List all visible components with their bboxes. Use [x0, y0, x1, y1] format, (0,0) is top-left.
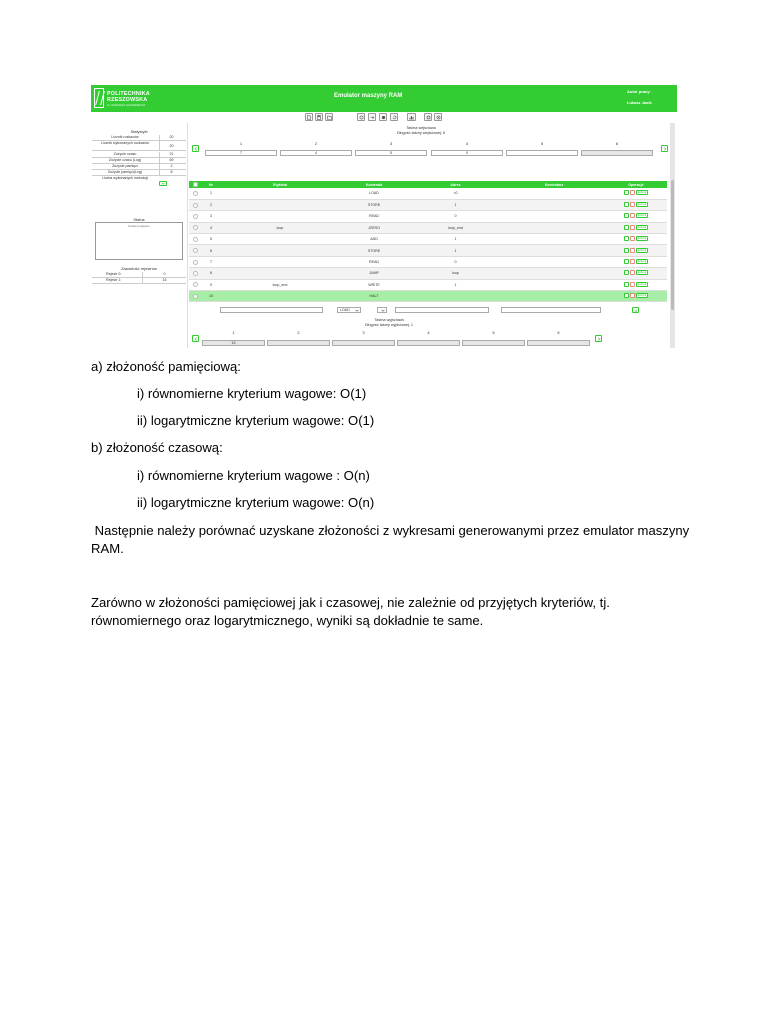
table-row[interactable]: [189, 211, 667, 222]
chevron-left-icon: [194, 147, 198, 151]
run-icon: [359, 115, 364, 120]
table-row[interactable]: [189, 234, 667, 245]
new-file-icon: [307, 115, 311, 120]
row-address: 1: [408, 199, 503, 210]
text-line: Następnie należy porównać uzyskane złożoności z wykresami generowanymi przez emulator maszyny: [91, 523, 690, 538]
stat-value: 21: [159, 152, 183, 157]
logo-text-3: im. IGNACEGO ŁUKASIEWICZA: [107, 104, 146, 107]
output-tape-cell: 15: [202, 340, 265, 346]
scrollbar-thumb[interactable]: [671, 180, 674, 310]
row-label: [220, 234, 340, 245]
row-comment: [503, 256, 605, 267]
table-row[interactable]: [189, 256, 667, 267]
chevron-down-icon: [161, 182, 165, 185]
registers-title: Zawartość rejestrów: [121, 266, 157, 271]
edit-row-button[interactable]: Edytuj: [637, 247, 647, 252]
row-number: 4: [202, 222, 220, 233]
row-operations: [605, 291, 667, 302]
stat-row: [92, 176, 186, 186]
table-row[interactable]: [189, 291, 667, 302]
input-tape-title: Taśma wejściowa: [406, 126, 436, 130]
instructions-toggle-button[interactable]: [159, 181, 167, 186]
row-operations: [605, 268, 667, 279]
stat-value: 2: [159, 164, 183, 169]
table-row[interactable]: [189, 279, 667, 290]
register-value: 15: [142, 278, 186, 284]
row-operations-group: [624, 259, 648, 264]
row-address: 1: [408, 234, 503, 245]
move-row-button[interactable]: [624, 190, 629, 195]
edit-row-button[interactable]: Edytuj: [637, 224, 647, 229]
output-tape-left-button[interactable]: [192, 335, 199, 342]
settings-icon: [426, 115, 431, 120]
stat-value: 69: [159, 158, 183, 163]
output-tape-right-button[interactable]: [595, 335, 602, 342]
input-tape-index: 1: [239, 141, 243, 146]
row-label: [220, 256, 340, 267]
edit-row-button[interactable]: Edytuj: [637, 270, 647, 275]
input-tape-cell[interactable]: 7: [205, 150, 277, 156]
row-checkbox[interactable]: [193, 214, 198, 219]
text-line: ii) logarytmiczne kryterium wagowe: O(n): [137, 495, 375, 510]
help-button[interactable]: [434, 113, 442, 121]
row-operations-group: [624, 236, 648, 241]
status-box: [95, 222, 183, 260]
row-operations-group: [624, 213, 648, 218]
row-operations-group: [624, 202, 648, 207]
output-tape-index: 2: [297, 330, 300, 335]
save-icon: [317, 115, 321, 120]
row-operations: [605, 234, 667, 245]
input-tape-cell[interactable]: 4: [280, 150, 352, 156]
input-tape-capacity: Długość taśmy wejściowej: 6: [396, 131, 446, 135]
table-row[interactable]: [189, 199, 667, 210]
row-checkbox[interactable]: [193, 225, 198, 230]
table-row[interactable]: [189, 188, 667, 199]
stat-row: [92, 152, 186, 158]
row-number: 5: [202, 234, 220, 245]
column-header: Nr: [202, 181, 220, 188]
new-command-value: LOAD: [340, 308, 350, 312]
status-message: Koniec programu: [128, 224, 150, 228]
delete-row-button[interactable]: [630, 270, 635, 275]
row-number: 7: [202, 256, 220, 267]
step-button[interactable]: [368, 113, 376, 121]
row-address: 0: [408, 211, 503, 222]
delete-row-button[interactable]: [630, 248, 635, 253]
text-line: b) złożoność czasową:: [91, 440, 223, 455]
input-tape-index: 2: [314, 141, 318, 146]
delete-row-button[interactable]: [630, 225, 635, 230]
row-address: loop_end: [408, 222, 503, 233]
row-operations: [605, 256, 667, 267]
input-tape-cell[interactable]: [581, 150, 653, 156]
stat-row: [92, 141, 186, 151]
row-label: [220, 199, 340, 210]
row-select-cell[interactable]: [189, 268, 202, 279]
edit-row-button[interactable]: Edytuj: [637, 190, 647, 195]
register-label: Rejestr 0:: [106, 272, 122, 276]
row-operations-group: [624, 190, 648, 195]
input-tape-index: 6: [615, 141, 619, 146]
row-select-cell[interactable]: [189, 279, 202, 290]
row-comment: [503, 199, 605, 210]
row-command: STORE: [340, 245, 408, 256]
row-number: 2: [202, 199, 220, 210]
row-operations: [605, 245, 667, 256]
row-select-cell[interactable]: [189, 211, 202, 222]
emulator-screenshot: [91, 85, 677, 348]
row-command: READ: [340, 256, 408, 267]
row-checkbox[interactable]: [193, 260, 198, 265]
stat-label: Zużycie pamięci: [112, 164, 138, 168]
new-comment-input[interactable]: [501, 307, 601, 313]
status-title: Status: [133, 217, 145, 222]
input-tape-index: 5: [540, 141, 544, 146]
row-checkbox[interactable]: [193, 271, 198, 276]
row-number: 9: [202, 279, 220, 290]
row-command: HALT: [340, 291, 408, 302]
stop-icon: [381, 115, 386, 120]
row-operations: [605, 188, 667, 199]
stat-label: Zużycie pamięci(Log): [107, 170, 143, 174]
stat-row: [92, 158, 186, 164]
stat-label: Licznik wykonanych rozkazów: [101, 141, 149, 145]
row-operations: [605, 222, 667, 233]
row-select-cell[interactable]: [189, 256, 202, 267]
output-tape-index: 5: [492, 330, 495, 335]
chart-button[interactable]: [407, 113, 416, 121]
input-tape-cell[interactable]: 0: [431, 150, 503, 156]
move-row-button[interactable]: [624, 270, 629, 275]
row-select-cell[interactable]: [189, 188, 202, 199]
stat-row: [92, 170, 186, 176]
text-line: ii) logarytmiczne kryterium wagowe: O(1): [137, 413, 375, 428]
move-row-button[interactable]: [624, 236, 629, 241]
edit-row-button[interactable]: Edytuj: [637, 281, 647, 286]
stat-row: [92, 135, 186, 141]
table-row[interactable]: [189, 222, 667, 233]
text-line: Zarówno w złożoności pamięciowej jak i czasowej, nie zależnie od przyjętych kryteriów, tj.: [91, 595, 610, 610]
row-select-cell[interactable]: [189, 291, 202, 302]
text-line: równomiernego oraz logarytmicznego, wyniki są dokładnie te same.: [91, 613, 484, 628]
author-label: Autor pracy:: [627, 89, 651, 94]
edit-row-button[interactable]: Edytuj: [637, 293, 647, 298]
row-select-cell[interactable]: [189, 222, 202, 233]
logo-text-1: POLITECHNIKA: [107, 91, 150, 97]
edit-row-button[interactable]: Edytuj: [637, 213, 647, 218]
delete-row-button[interactable]: [630, 259, 635, 264]
stat-value: 8: [159, 170, 183, 175]
row-address: =0: [408, 188, 503, 199]
row-operations-group: [624, 225, 648, 230]
row-address: loop: [408, 268, 503, 279]
logo-text-2: RZESZOWSKA: [107, 97, 148, 103]
row-select-cell[interactable]: [189, 199, 202, 210]
reset-icon: [392, 115, 397, 120]
stat-label: Licznik rozkazów: [111, 135, 139, 139]
row-checkbox[interactable]: [193, 203, 198, 208]
row-command: JZERO: [340, 222, 408, 233]
text-line: RAM.: [91, 541, 124, 556]
stat-value: 20: [159, 141, 183, 151]
app-header: [91, 85, 677, 112]
input-tape-index: 4: [465, 141, 469, 146]
row-label: loop_end: [220, 279, 340, 290]
row-checkbox[interactable]: [193, 282, 198, 287]
move-row-button[interactable]: [624, 259, 629, 264]
row-address: 0: [408, 256, 503, 267]
run-button[interactable]: [357, 113, 365, 121]
row-command: ADD: [340, 234, 408, 245]
row-checkbox[interactable]: [193, 191, 198, 196]
university-logo-icon: [94, 88, 104, 108]
output-tape-cell: [462, 340, 525, 346]
input-tape-cell[interactable]: [506, 150, 578, 156]
row-comment: [503, 222, 605, 233]
author-name: Łukasz Jasik: [627, 100, 652, 105]
input-tape-index: 3: [389, 141, 393, 146]
table-row[interactable]: [189, 268, 667, 279]
output-tape-cell: [527, 340, 590, 346]
output-tape-cell: [267, 340, 330, 346]
row-command: LOAD: [340, 188, 408, 199]
move-row-button[interactable]: [624, 225, 629, 230]
row-label: loop: [220, 222, 340, 233]
new-label-input[interactable]: [220, 307, 323, 313]
output-tape-index: 6: [557, 330, 560, 335]
delete-row-button[interactable]: [630, 293, 635, 298]
row-comment: [503, 291, 605, 302]
row-address: 1: [408, 245, 503, 256]
row-command: JUMP: [340, 268, 408, 279]
row-label: [220, 188, 340, 199]
register-value: 0: [142, 272, 186, 278]
row-operations-group: [624, 270, 648, 275]
row-label: [220, 211, 340, 222]
new-command-select[interactable]: [337, 307, 361, 313]
program-rows: [189, 188, 667, 302]
row-address: [408, 291, 503, 302]
row-comment: [503, 245, 605, 256]
move-row-button[interactable]: [624, 248, 629, 253]
row-checkbox[interactable]: [193, 248, 198, 253]
step-icon: [370, 115, 375, 120]
delete-row-button[interactable]: [630, 190, 635, 195]
delete-row-button[interactable]: [630, 282, 635, 287]
row-operations-group: [624, 248, 648, 253]
app-title: Emulator maszyny RAM: [334, 93, 403, 99]
new-file-button[interactable]: [305, 113, 313, 121]
delete-row-button[interactable]: [630, 213, 635, 218]
register-row: [92, 278, 186, 284]
input-tape-left-button[interactable]: [192, 145, 199, 152]
row-command: STORE: [340, 199, 408, 210]
output-tape-capacity: Długość taśmy wyjściowej: 1: [364, 323, 414, 327]
row-checkbox[interactable]: [193, 294, 198, 299]
program-table: [189, 181, 667, 302]
row-number: 1: [202, 188, 220, 199]
edit-row-button[interactable]: Edytuj: [637, 259, 647, 264]
delete-row-button[interactable]: [630, 202, 635, 207]
row-label: [220, 245, 340, 256]
settings-button[interactable]: [424, 113, 432, 121]
row-operations: [605, 211, 667, 222]
row-number: 8: [202, 268, 220, 279]
plus-icon: [634, 309, 638, 313]
edit-row-button[interactable]: Edytuj: [637, 202, 647, 207]
row-comment: [503, 211, 605, 222]
register-label: Rejestr 1:: [106, 278, 122, 282]
row-operations: [605, 279, 667, 290]
row-label: [220, 291, 340, 302]
new-address-input[interactable]: [395, 307, 489, 313]
chevron-right-icon: [663, 147, 667, 151]
text-line: i) równomierne kryterium wagowe: O(1): [137, 386, 367, 401]
chart-icon: [409, 115, 414, 120]
column-header: Operacje: [605, 181, 667, 188]
save-button[interactable]: [315, 113, 323, 121]
text-line: a) złożoność pamięciową:: [91, 359, 241, 374]
column-header: Komenda: [340, 181, 408, 188]
output-tape-index: 1: [232, 330, 235, 335]
row-command: WRITE: [340, 279, 408, 290]
row-command: READ: [340, 211, 408, 222]
column-header: Komentarz: [503, 181, 605, 188]
row-operations-group: [624, 293, 648, 298]
add-instruction-button[interactable]: [632, 307, 639, 313]
move-row-button[interactable]: [624, 293, 629, 298]
column-header: Adres: [408, 181, 503, 188]
stat-row: [92, 164, 186, 170]
row-number: 3: [202, 211, 220, 222]
open-icon: [327, 115, 332, 120]
row-number: 10: [202, 291, 220, 302]
stop-button[interactable]: [379, 113, 387, 121]
stat-label: Liczba wykonanych instrukcji: [101, 176, 149, 180]
reset-button[interactable]: [390, 113, 398, 121]
row-comment: [503, 234, 605, 245]
row-comment: [503, 188, 605, 199]
move-row-button[interactable]: [624, 202, 629, 207]
row-operations-group: [624, 282, 648, 287]
select-all-header[interactable]: [189, 181, 202, 188]
output-tape-title: Taśma wyjściowa: [374, 318, 404, 322]
stat-label: Zużycie czasu: [113, 152, 137, 156]
row-comment: [503, 279, 605, 290]
delete-row-button[interactable]: [630, 236, 635, 241]
stat-value: 20: [159, 135, 183, 140]
help-icon: [436, 115, 441, 120]
row-select-cell[interactable]: [189, 234, 202, 245]
chevron-down-icon: [355, 309, 359, 312]
output-tape-index: 4: [427, 330, 430, 335]
row-number: 6: [202, 245, 220, 256]
row-select-cell[interactable]: [189, 245, 202, 256]
column-header: Etykieta: [220, 181, 340, 188]
chevron-right-icon: [597, 337, 601, 341]
table-header-row: [189, 181, 667, 188]
row-address: 1: [408, 279, 503, 290]
stat-label: Zużycie czasu (Log): [108, 158, 142, 162]
row-comment: [503, 268, 605, 279]
row-checkbox[interactable]: [193, 237, 198, 242]
new-address-type-select[interactable]: [377, 307, 387, 313]
text-line: i) równomierne kryterium wagowe : O(n): [137, 468, 370, 483]
edit-row-button[interactable]: Edytuj: [637, 236, 647, 241]
output-tape-index: 3: [362, 330, 365, 335]
move-row-button[interactable]: [624, 282, 629, 287]
row-operations: [605, 199, 667, 210]
output-tape-cell: [332, 340, 395, 346]
move-row-button[interactable]: [624, 213, 629, 218]
row-label: [220, 268, 340, 279]
chevron-left-icon: [194, 337, 198, 341]
chevron-down-icon: [381, 309, 385, 312]
input-tape-right-button[interactable]: [661, 145, 668, 152]
input-tape-cell[interactable]: 5: [355, 150, 427, 156]
panel-divider: [187, 123, 188, 348]
open-button[interactable]: [325, 113, 333, 121]
table-row[interactable]: [189, 245, 667, 256]
stats-title: Statystyki: [130, 129, 148, 134]
output-tape-cell: [397, 340, 460, 346]
